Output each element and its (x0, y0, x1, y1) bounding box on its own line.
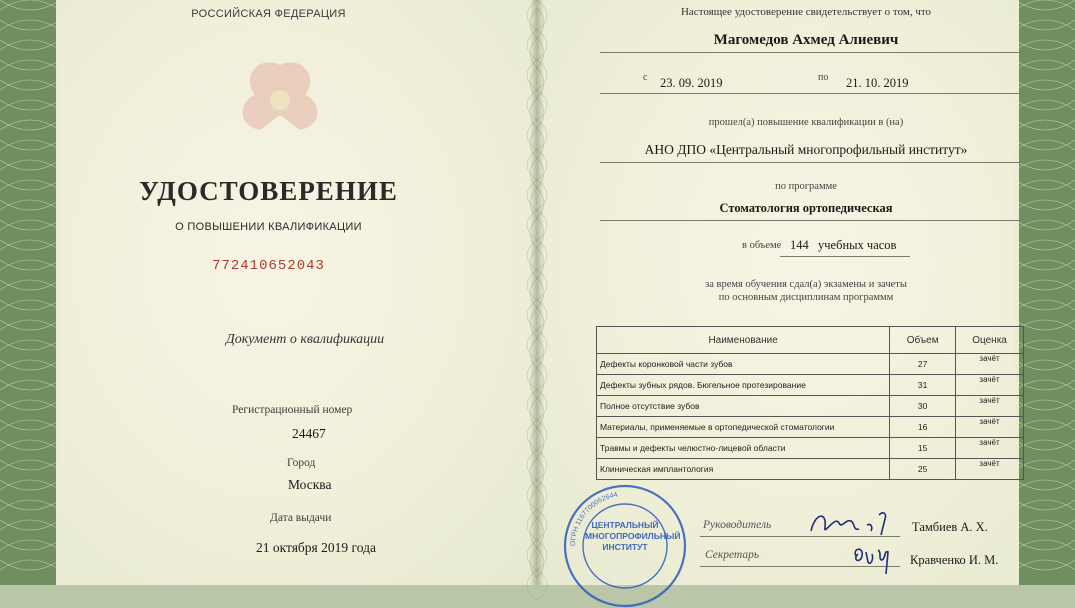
document-title: УДОСТОВЕРЕНИЕ (139, 176, 398, 206)
table-row (597, 396, 1024, 417)
table-row (597, 354, 1024, 375)
volume-label: в объеме (742, 240, 782, 251)
country-heading: РОССИЙСКАЯ ФЕДЕРАЦИЯ (191, 8, 346, 20)
to-date: 21. 10. 2019 (846, 76, 909, 90)
subject-name: Клиническая имплантология (597, 459, 890, 480)
institution-underline (600, 162, 1020, 163)
secretary-handwritten-signature (848, 538, 908, 582)
table-row (597, 459, 1024, 480)
issue-date-label: Дата выдачи (270, 512, 332, 524)
program-underline (600, 220, 1020, 221)
subject-hours: 15 (890, 438, 956, 459)
head-label: Руководитель (703, 519, 772, 531)
certificate-intro: Настоящее удостоверение свидетельствует о том, что (680, 6, 932, 18)
subject-hours: 25 (890, 459, 956, 480)
subject-grade: зачёт (956, 375, 1024, 396)
stamp-center-text: ЦЕНТРАЛЬНЫЙ МНОГОПРОФИЛЬНЫЙ ИНСТИТУТ (585, 520, 681, 552)
subject-hours: 16 (890, 417, 956, 438)
registration-number-label: Регистрационный номер (232, 404, 353, 416)
guilloche-border-left (0, 0, 60, 585)
registration-number: 24467 (292, 426, 326, 441)
subject-name: Травмы и дефекты челюстно-лицевой области (597, 438, 890, 459)
table-row (597, 417, 1024, 438)
subject-name: Полное отсутствие зубов (597, 396, 890, 417)
column-header-grade: Оценка (956, 327, 1024, 354)
column-header-name: Наименование (597, 327, 890, 354)
hours-underline (780, 256, 910, 257)
document-type: Документ о квалификации (225, 332, 385, 347)
from-date: 23. 09. 2019 (660, 76, 723, 90)
head-name: Тамбиев А. Х. (912, 520, 988, 534)
city-label: Город (287, 457, 316, 469)
name-underline (600, 52, 1020, 53)
to-date-label: по (818, 72, 829, 83)
program-name: Стоматология ортопедическая (719, 201, 893, 215)
holder-full-name: Магомедов Ахмед Алиевич (713, 32, 899, 48)
subject-hours: 27 (890, 354, 956, 375)
subject-grade: зачёт (956, 354, 1024, 375)
subject-name: Дефекты зубных рядов. Бюгельное протезирование (597, 375, 890, 396)
institution-seal-stamp (555, 478, 695, 608)
column-header-hours: Объем (890, 327, 956, 354)
hours-unit: учебных часов (818, 238, 897, 252)
secretary-name: Кравченко И. М. (910, 553, 999, 567)
city-value: Москва (288, 477, 332, 492)
subject-name: Дефекты коронковой части зубов (597, 354, 890, 375)
subject-hours: 31 (890, 375, 956, 396)
subject-grade: зачёт (956, 438, 1024, 459)
from-date-label: с (643, 72, 648, 83)
subject-grade: зачёт (956, 417, 1024, 438)
stamp-ring-text: ОГРН 1167700052644 (569, 491, 619, 547)
state-emblem-watermark (200, 55, 360, 145)
training-text: прошел(а) повышение квалификации в (на) (708, 117, 904, 128)
table-row (597, 375, 1024, 396)
subject-grade: зачёт (956, 459, 1024, 480)
issue-date: 21 октября 2019 года (256, 540, 376, 555)
secretary-label: Секретарь (705, 549, 760, 561)
program-label: по программе (775, 181, 837, 192)
hours-value: 144 (790, 238, 809, 252)
table-header-row (597, 327, 1024, 354)
subject-grade: зачёт (956, 396, 1024, 417)
document-subtitle: О ПОВЫШЕНИИ КВАЛИФИКАЦИИ (175, 221, 362, 233)
subject-hours: 30 (890, 396, 956, 417)
subjects-table (596, 326, 1024, 480)
exams-text-line1: за время обучения сдал(а) экзамены и зачеты (705, 279, 907, 290)
institution-name: АНО ДПО «Центральный многопрофильный институт» (644, 142, 968, 157)
serial-number: 772410652043 (212, 258, 325, 274)
exams-text-line2: по основным дисциплинам программм (718, 292, 894, 303)
table-row (597, 438, 1024, 459)
dates-underline (600, 93, 1020, 94)
left-page (0, 0, 537, 585)
subject-name: Материалы, применяемые в ортопедической стоматологии (597, 417, 890, 438)
